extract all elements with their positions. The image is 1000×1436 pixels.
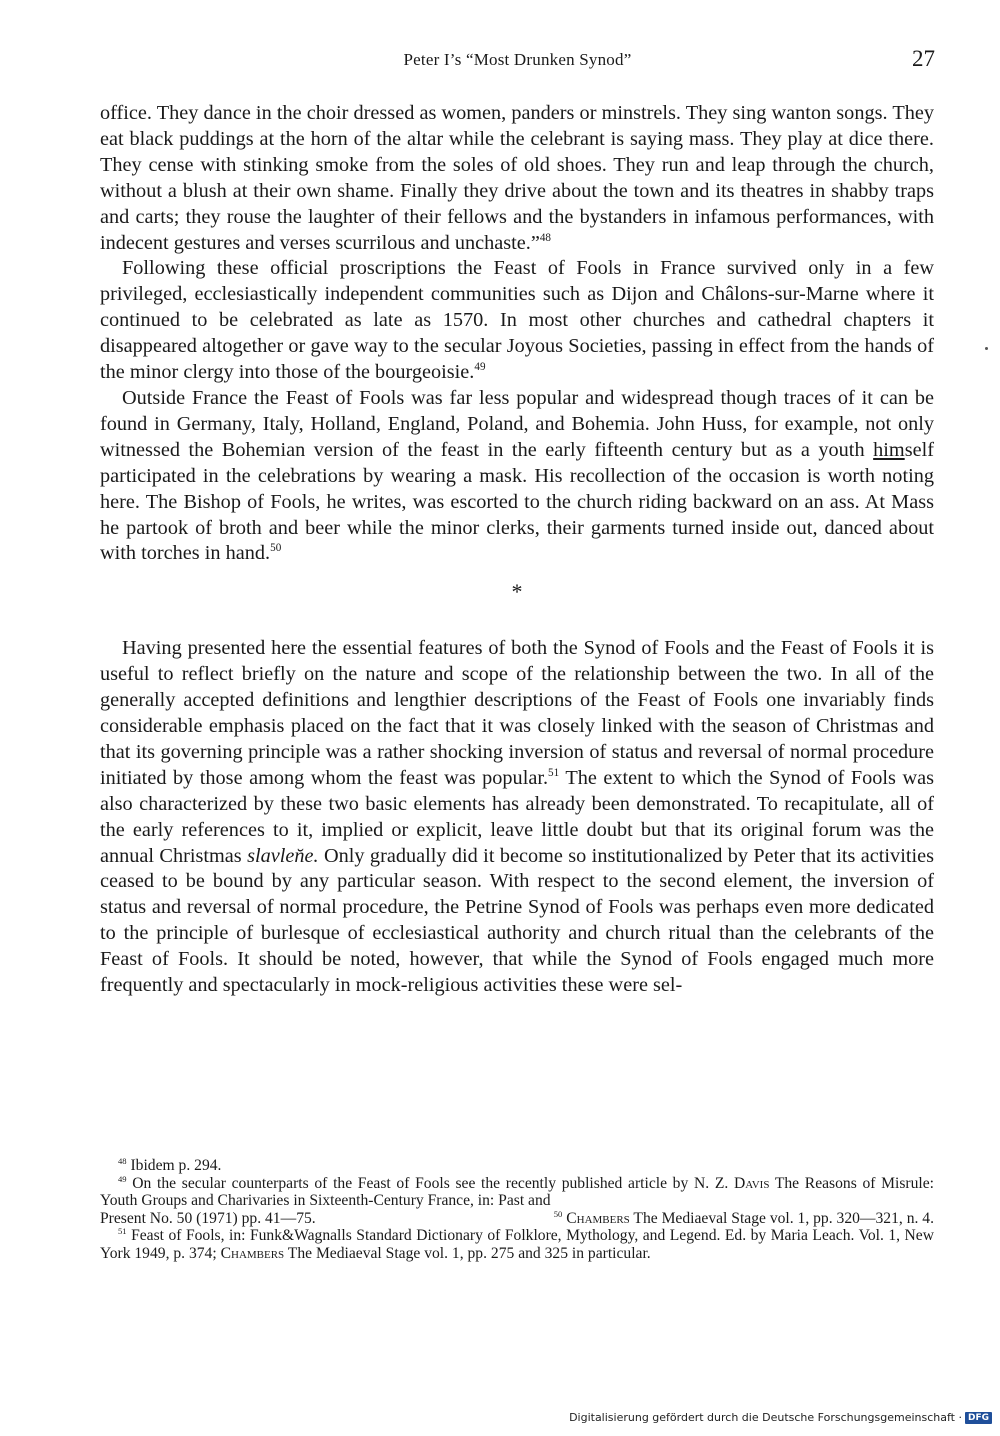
paragraph-2-text: Following these official proscriptions the Feast of Fools in France survived only in a few privileged, ecclesiastically independent communities such as Dijon and Châlons-sur-Marne where it continued to be celebrated as late as 1570. In most other churches and cathedral chapters it disappeared altogether or gave way to the secular Joyous Societies, passing in effect from the hands of the minor clergy into those of the bourgeoisie. [100,257,934,384]
scan-speck [985,347,988,350]
section-break-asterisk: * [511,579,523,605]
credit-text: Digitalisierung gefördert durch die Deutsche Forschungsgemeinschaft · [569,1411,962,1424]
running-head [100,46,935,76]
footnote-49-text-a: On the secular counterparts of the Feast of Fools see the recently published article by N. Z. [132,1174,734,1192]
footnote-50 [554,1210,934,1228]
paragraph-1 [100,101,934,256]
footnote-ref-51[interactable]: 51 [548,767,560,780]
underlined-word: him [873,438,905,461]
digitization-credit [569,1411,992,1424]
footnote-ref-50[interactable]: 50 [270,542,282,555]
footnote-48-text: Ibidem p. 294. [130,1157,222,1174]
footnote-51-text-b: The Mediaeval Stage vol. 1, pp. 275 and 325 in particular. [284,1244,651,1262]
footnote-51-text-a: Feast of Fools, in: Funk&Wagnalls Standard Dictionary of Folklore, Mythology, and Legend. Ed. by Maria Leach. Vol. 1, New York 1949, p. 374; [100,1227,934,1262]
footnote-49-text-b: The Reasons of Misrule: Youth Groups and Charivaries in Sixteenth-Century France, in: Past and [100,1174,934,1209]
footnote-49-text-c: Present No. 50 (1971) pp. 41—75. [100,1209,316,1227]
running-title: Peter I’s “Most Drunken Synod” [403,50,632,69]
paragraph-3-text-a: Outside France the Feast of Fools was far less popular and widespread though traces of it can be found in Germany, Italy, Holland, England, Poland, and Bohemia. John Huss, for example, not only witnessed the Bohemian version of the feast in the early fifteenth century but as a youth [100,386,934,461]
body-text [100,101,934,999]
footnote-51-author: Chambers [220,1244,285,1262]
footnote-48 [100,1157,934,1175]
footnote-49 [100,1175,934,1210]
paragraph-4-text-a: Having presented here the essential features of both the Synod of Fools and the Feast of Fools it is useful to reflect briefly on the nature and scope of the relationship between the two. In all of the generally accepted definitions and lengthier descriptions of the Feast of Fools one invariably finds considerable emphasis placed on the fact that it was closely linked with the season of Christmas and that its governing principle was a rather shocking inversion of status and reversal of normal procedure initiated by those among whom the feast was popular. [100,637,934,789]
footnote-ref-48[interactable]: 48 [539,231,551,244]
footnote-49-50-line [100,1210,934,1228]
paragraph-3 [100,386,934,567]
footnote-51 [100,1227,934,1262]
page-number: 27 [912,46,935,71]
footnotes [100,1157,934,1262]
paragraph-2 [100,256,934,386]
paragraph-3-text-b: self participated in the celebrations by wearing a mask. His recollection of the occasion is worth noting here. The Bishop of Fools, he writes, was escorted to the church riding backward on an ass. At Mass he partook of broth and beer while the minor clerks, their garments turned inside out, danced about with torches in hand. [100,438,934,565]
paragraph-4-text-c: Only gradually did it become so institutionalized by Peter that its activities ceased to be bound by any particular season. With respect to the second element, the inversion of status and reversal of normal procedure, the Petrine Synod of Fools was perhaps even more dedicated to the principle of burlesque of ecclesiastical authority and church ritual than the celebrants of the Feast of Fools. It should be noted, however, that while the Synod of Fools engaged much more frequently and spectacularly in mock-religious activities these were sel- [100,844,934,997]
footnote-49-number: 49 [118,1173,127,1184]
footnote-ref-49[interactable]: 49 [474,361,486,374]
footnote-50-number: 50 [553,1208,563,1219]
footnote-48-number: 48 [118,1156,127,1166]
dfg-logo[interactable]: DFG [965,1412,992,1424]
paragraph-1-text: office. They dance in the choir dressed as women, panders or minstrels. They sing wanton songs. They eat black puddings at the horn of the altar while the celebrant is saying mass. They play at dice there. They cense with stinking smoke from the soles of old shoes. They run and leap through the church, without a blush at their own shame. Finally they drive about the town and its theatres in shabby traps and carts; they rouse the laughter of their fellows and the bystanders in infamous performances, with indecent gestures and verses scurrilous and unchaste.” [100,102,934,254]
footnote-51-number: 51 [118,1226,127,1236]
paragraph-4-text-b: The extent to which the Synod of Fools was also characterized by these two basic elements has already been demonstrated. To recapitulate, all of the early references to it, implied or explicit, leave little doubt but that its original forum was the annual Christmas [100,766,934,867]
footnote-50-text: The Mediaeval Stage vol. 1, pp. 320—321, n. 4. [629,1209,934,1227]
paragraph-4 [100,636,934,999]
italic-term: slavlen̆e. [247,844,319,867]
footnote-50-author: Chambers [566,1209,630,1227]
footnote-49-author: Davis [733,1174,770,1192]
